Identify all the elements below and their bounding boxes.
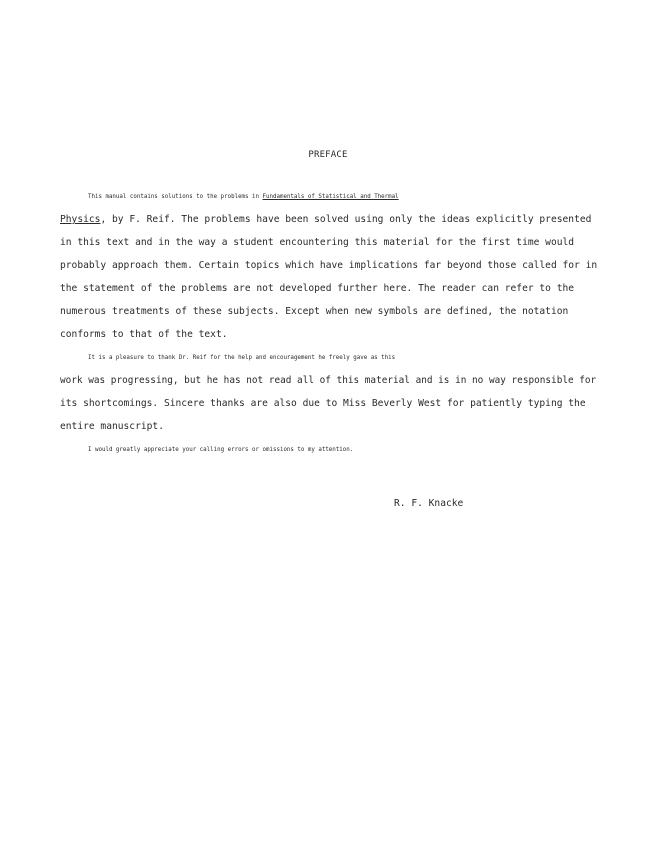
page-title: PREFACE <box>308 150 348 160</box>
signature: R. F. Knacke <box>394 498 464 509</box>
line-text: in this text and in the way a student encountering this material for the first time would <box>60 237 575 248</box>
text-line-11 <box>60 421 600 433</box>
text-line-4 <box>60 260 600 272</box>
underlined-title: Fundamentals of Statistical and Thermal <box>262 194 399 200</box>
text-line-10 <box>60 398 600 410</box>
line-text: its shortcomings. Sincere thanks are also due to Miss Beverly West for patiently typing the <box>60 398 586 409</box>
line-text: It is a pleasure to thank Dr. Reif for the help and encouragement he freely gave as this <box>88 355 396 361</box>
line-text: entire manuscript. <box>60 421 164 432</box>
text-line-9 <box>60 375 600 387</box>
line-text: , by F. Reif. The problems have been solved using only the ideas explicitly presented <box>100 214 592 225</box>
text-line-7 <box>60 329 600 341</box>
line-text: probably approach them. Certain topics which have implications far beyond those called for in <box>60 260 598 271</box>
line-text: work was progressing, but he has not read all of this material and is in no way responsible for <box>60 375 597 386</box>
line-text: conforms to that of the text. <box>60 329 228 340</box>
text-line-2 <box>60 214 600 226</box>
text-line-3 <box>60 237 600 249</box>
line-text: This manual contains solutions to the problems in <box>88 194 263 200</box>
text-line-8 <box>88 352 628 364</box>
line-text: I would greatly appreciate your calling errors or omissions to my attention. <box>88 447 354 453</box>
text-line-1 <box>88 191 628 203</box>
text-line-5 <box>60 283 600 295</box>
line-text: the statement of the problems are not developed further here. The reader can refer to the <box>60 283 575 294</box>
underlined-title: Physics <box>60 214 101 225</box>
line-text: numerous treatments of these subjects. Except when new symbols are defined, the notation <box>60 306 569 317</box>
text-line-6 <box>60 306 600 318</box>
text-line-12 <box>88 444 628 456</box>
